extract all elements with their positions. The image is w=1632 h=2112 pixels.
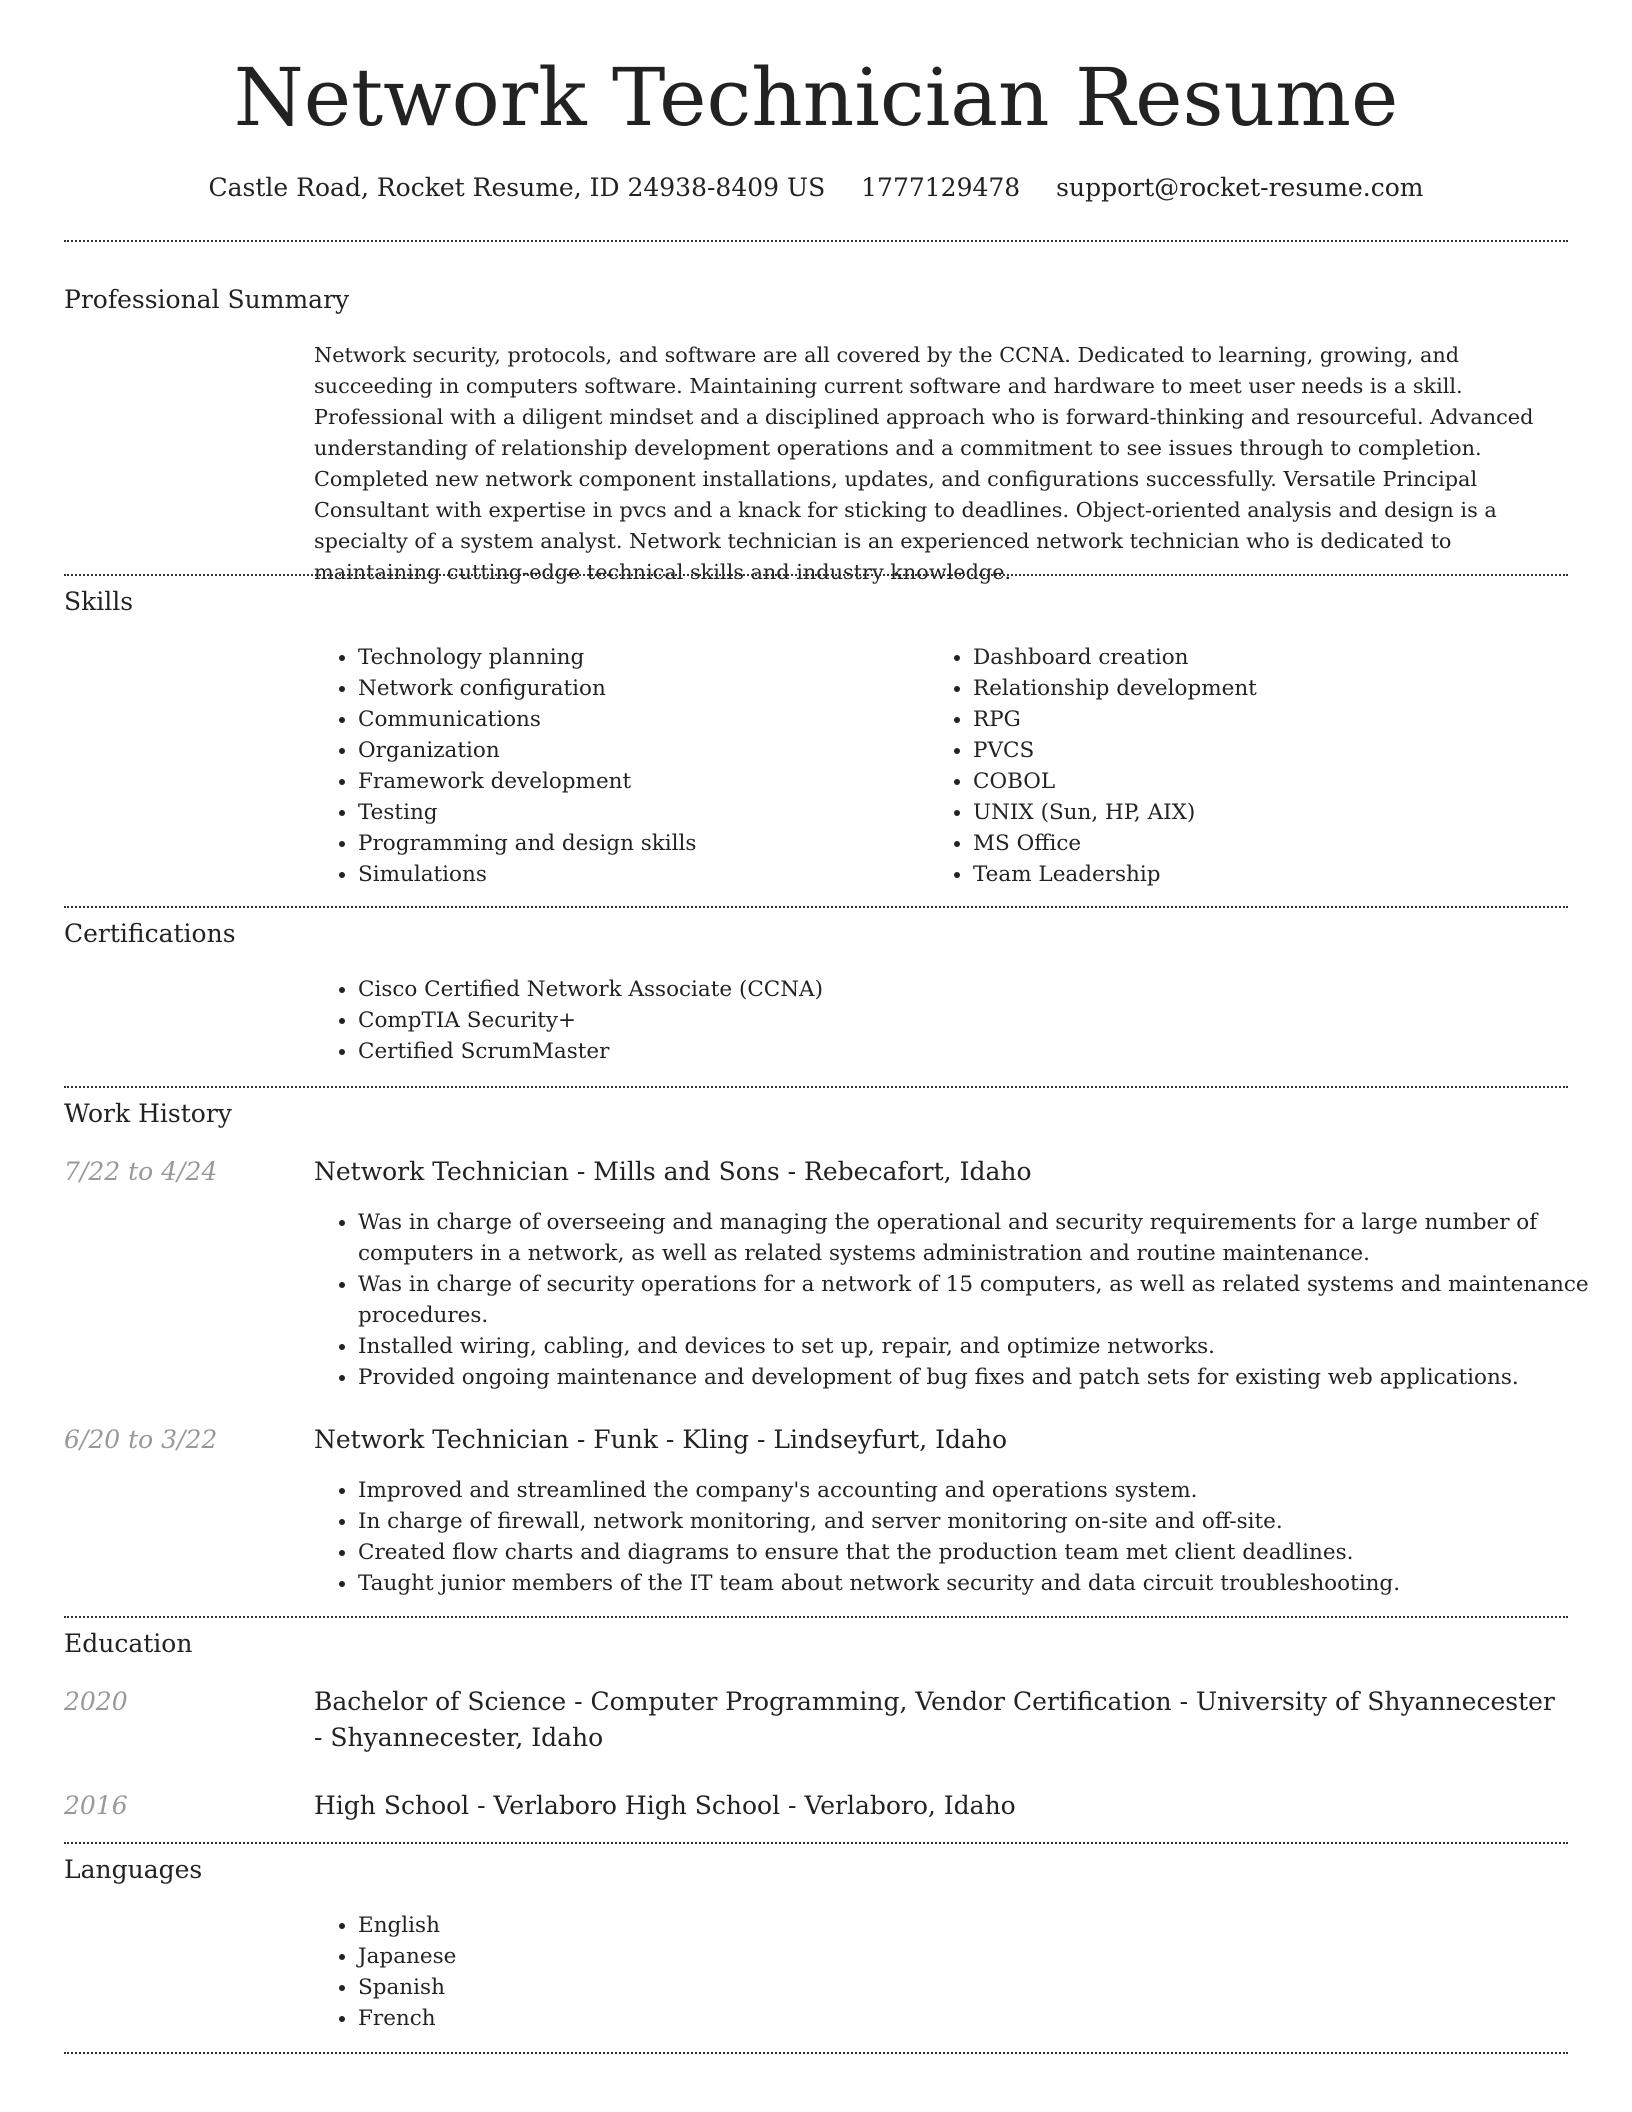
- languages-heading: Languages: [64, 1855, 203, 1884]
- list-item: • Certified ScrumMaster: [358, 1036, 1558, 1067]
- list-item: • Improved and streamlined the company's accounting and operations system.: [358, 1475, 1612, 1506]
- job-title: Network Technician - Mills and Sons - Rebecafort, Idaho: [314, 1157, 1032, 1186]
- job-duties-list: [314, 1475, 1612, 1599]
- list-item: • Cisco Certified Network Associate (CCNA): [358, 974, 1558, 1005]
- list-item: • Technology planning: [358, 642, 918, 673]
- resume-title: Network Technician Resume: [233, 51, 1399, 144]
- education-title: Bachelor of Science - Computer Programming, Vendor Certification - University of Shyannecester - Shyannecester, Idaho: [314, 1687, 1555, 1752]
- list-item: • French: [358, 2003, 1158, 2034]
- job-title: Network Technician - Funk - Kling - Lindseyfurt, Idaho: [314, 1425, 1008, 1454]
- skills-heading: Skills: [64, 587, 134, 616]
- list-item: • CompTIA Security+: [358, 1005, 1558, 1036]
- list-item: • Was in charge of overseeing and managing the operational and security requirements for a large number of computers in a network, as well as related systems administration and routine maintenance.: [358, 1207, 1612, 1269]
- list-item: • Network configuration: [358, 673, 918, 704]
- education-heading: Education: [64, 1629, 193, 1658]
- list-item: • PVCS: [973, 735, 1573, 766]
- list-item: • Relationship development: [973, 673, 1573, 704]
- list-item: • UNIX (Sun, HP, AIX): [973, 797, 1573, 828]
- job-dates: 7/22 to 4/24: [64, 1157, 218, 1186]
- list-item: • Team Leadership: [973, 859, 1573, 890]
- education-title: High School - Verlaboro High School - Verlaboro, Idaho: [314, 1791, 1016, 1820]
- section-divider: [64, 1616, 1568, 1618]
- work-history-heading: Work History: [64, 1099, 232, 1128]
- section-divider: [64, 1842, 1568, 1844]
- list-item: • English: [358, 1910, 1158, 1941]
- certifications-list: [314, 974, 1558, 1067]
- section-divider: [64, 574, 1568, 576]
- list-item: • In charge of firewall, network monitoring, and server monitoring on-site and off-site.: [358, 1506, 1612, 1537]
- education-year: 2016: [64, 1791, 128, 1820]
- list-item: • Was in charge of security operations for a network of 15 computers, as well as related systems and maintenance procedures.: [358, 1269, 1612, 1331]
- contact-line: [0, 170, 1632, 206]
- education-year: 2020: [64, 1687, 128, 1716]
- contact-email: support@rocket-resume.com: [1056, 173, 1424, 202]
- list-item: • Programming and design skills: [358, 828, 918, 859]
- list-item: • MS Office: [973, 828, 1573, 859]
- summary-text: Network security, protocols, and software are all covered by the CCNA. Dedicated to learning, growing, and succeeding in computers software. Maintaining current software and hardware to meet user needs is a skill. Professional with a diligent mindset and a disciplined approach who is forward-thinking and resourceful. Advanced understanding of relationship development operations and a commitment to see issues through to completion. Completed new network component installations, updates, and configurations successfully. Versatile Principal Consultant with expertise in pvcs and a knack for sticking to deadlines. Object-oriented analysis and design is a specialty of a system analyst. Network technician is an experienced network technician who is dedicated to maintaining cutting-edge technical skills and industry knowledge.: [314, 343, 1534, 584]
- skills-list-right: [929, 642, 1573, 890]
- skills-list-left: [314, 642, 918, 890]
- list-item: • Framework development: [358, 766, 918, 797]
- list-item: • Installed wiring, cabling, and devices to set up, repair, and optimize networks.: [358, 1331, 1612, 1362]
- section-divider: [64, 240, 1568, 242]
- list-item: • Testing: [358, 797, 918, 828]
- list-item: • Japanese: [358, 1941, 1158, 1972]
- list-item: • Organization: [358, 735, 918, 766]
- contact-address: Castle Road, Rocket Resume, ID 24938-8409 US: [208, 173, 826, 202]
- list-item: • Simulations: [358, 859, 918, 890]
- list-item: • Dashboard creation: [973, 642, 1573, 673]
- list-item: • Taught junior members of the IT team about network security and data circuit troubleshooting.: [358, 1568, 1612, 1599]
- contact-phone: 1777129478: [861, 173, 1021, 202]
- certifications-heading: Certifications: [64, 919, 236, 948]
- list-item: • Created flow charts and diagrams to ensure that the production team met client deadlines.: [358, 1537, 1612, 1568]
- section-divider: [64, 1086, 1568, 1088]
- list-item: • Provided ongoing maintenance and development of bug fixes and patch sets for existing web applications.: [358, 1362, 1612, 1393]
- list-item: • Spanish: [358, 1972, 1158, 2003]
- section-divider: [64, 906, 1568, 908]
- list-item: • RPG: [973, 704, 1573, 735]
- job-duties-list: [314, 1207, 1612, 1393]
- summary-heading: Professional Summary: [64, 285, 350, 314]
- list-item: • COBOL: [973, 766, 1573, 797]
- languages-list: [314, 1910, 1158, 2034]
- job-dates: 6/20 to 3/22: [64, 1425, 218, 1454]
- list-item: • Communications: [358, 704, 918, 735]
- section-divider: [64, 2052, 1568, 2054]
